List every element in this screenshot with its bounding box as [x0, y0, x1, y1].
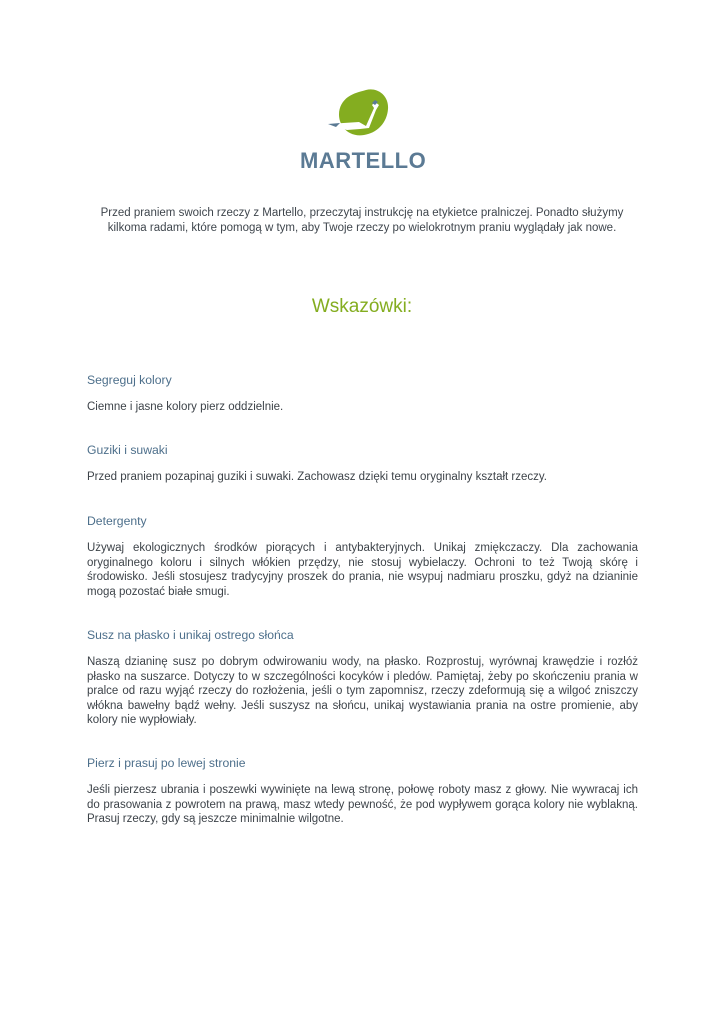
- brand-name: MARTELLO: [300, 148, 427, 173]
- tip-text: Używaj ekologicznych środków piorących i antybakteryjnych. Unikaj zmiękczaczy. Dla zachowania oryginalnego koloru i silnych włókien przędzy, nie stosuj wybielaczy. Ochroni to też Twoją skórę i środowisko. Jeśli stosujesz tradycyjny proszek do prania, nie wsypuj nadmiaru proszku, gdyż na dzianinie mogą pozostać białe smugi.: [87, 542, 638, 598]
- tip-text: Przed praniem pozapinaj guziki i suwaki. Zachowasz dzięki temu oryginalny kształt rzeczy.: [87, 471, 547, 483]
- tip-title: Guziki i suwaki: [87, 443, 168, 457]
- tip-title: Segreguj kolory: [87, 373, 172, 387]
- tip-title: Susz na płasko i unikaj ostrego słońca: [87, 628, 294, 642]
- tip-section: [87, 514, 638, 599]
- bird-emblem-icon: [326, 84, 398, 146]
- tip-text: Jeśli pierzesz ubrania i poszewki wywinięte na lewą stronę, połowę roboty masz z głowy. Nie wywracaj ich do prasowania z powrotem na prawą, masz wtedy pewność, że pod wypływem gorąca kolory nie wyblakną. Prasuj rzeczy, gdy są jeszcze minimalnie wilgotne.: [87, 784, 638, 826]
- tip-section: [87, 628, 638, 728]
- tip-text: Naszą dzianinę susz po dobrym odwirowaniu wody, na płasko. Rozprostuj, wyrównaj krawędzie i rozłóż płasko na suszarce. Dotyczy to w szczególności kocyków i pledów. Pamiętaj, żeby po skończeniu prania w pralce od razu wyjąć rzeczy do rozłożenia, jeśli o tym zapomnisz, rzeczy zdeformują się a wilgoć zniszczy włókna bawełny bądź wełny. Jeśli suszysz na słońcu, unikaj wystawiania prania na ostre promienie, aby kolory nie wypłowiały.: [87, 656, 638, 727]
- tip-title: Detergenty: [87, 514, 147, 528]
- tip-section: [87, 756, 638, 827]
- tip-section: [87, 443, 638, 485]
- brand-logo: [300, 84, 427, 174]
- tip-text: Ciemne i jasne kolory pierz oddzielnie.: [87, 401, 284, 413]
- page-heading: Wskazówki:: [311, 296, 413, 317]
- tip-title: Pierz i prasuj po lewej stronie: [87, 756, 246, 770]
- intro-paragraph: Przed praniem swoich rzeczy z Martello, przeczytaj instrukcję na etykietce pralniczej. Ponadto służymy kilkoma radami, które pomogą w tym, aby Twoje rzeczy po wielokrotnym praniu wyglądały jak nowe.: [100, 207, 624, 234]
- tip-section: [87, 373, 638, 415]
